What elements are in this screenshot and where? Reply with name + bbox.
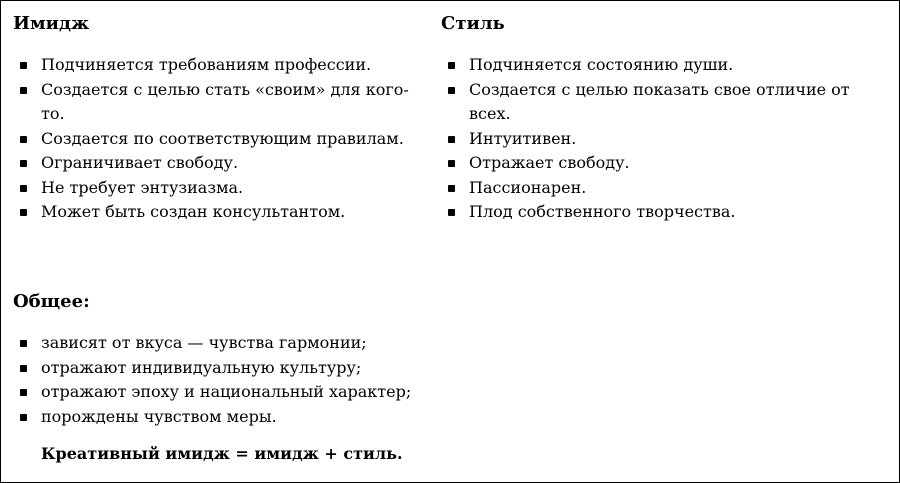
bullet-icon xyxy=(20,185,27,192)
list-item-text: Пассионарен. xyxy=(469,177,587,197)
list-item xyxy=(13,53,413,78)
list-item-text: Отражает свободу. xyxy=(469,153,630,172)
list-item xyxy=(13,380,873,405)
list-item-text: зависят от вкуса — чувства гармонии; xyxy=(41,333,367,352)
bullet-icon xyxy=(20,340,27,347)
list-item xyxy=(441,53,886,78)
bullet-icon xyxy=(20,136,27,143)
list-item-text: Интуитивен. xyxy=(469,128,577,148)
bullet-icon xyxy=(448,185,455,192)
list-item xyxy=(13,331,873,356)
list-item xyxy=(13,356,873,381)
list-item xyxy=(13,78,413,127)
list-item-text: Ограничивает свободу. xyxy=(41,153,239,172)
list-item xyxy=(441,78,886,127)
list-item-text: Создается с целью стать «своим» для кого-то. xyxy=(41,79,409,123)
image-section-title: Имидж xyxy=(13,13,90,34)
formula-text: Креативный имидж = имидж + стиль. xyxy=(41,444,403,463)
list-item-text: Подчиняется состоянию души. xyxy=(469,55,734,74)
style-section xyxy=(441,11,886,225)
common-section xyxy=(13,289,873,467)
list-item-text: Не требует энтузиазма. xyxy=(41,177,244,197)
list-item xyxy=(13,127,413,152)
bullet-icon xyxy=(20,365,27,372)
bullet-icon xyxy=(20,87,27,94)
bullet-icon xyxy=(20,414,27,421)
list-item-text: Создается с целью показать свое отличие от всех. xyxy=(469,79,850,123)
list-item xyxy=(13,405,873,430)
style-traits-list xyxy=(441,53,886,225)
list-item-text: порождены чувством меры. xyxy=(41,406,277,426)
list-item-text: Плод собственного творчества. xyxy=(469,202,736,221)
bullet-icon xyxy=(20,389,27,396)
image-traits-list xyxy=(13,53,413,225)
list-item xyxy=(441,176,886,201)
list-item-text: Может быть создан консультантом. xyxy=(41,202,346,221)
list-item-text: отражают индивидуальную культуру; xyxy=(41,357,362,377)
bullet-icon xyxy=(448,209,455,216)
list-item xyxy=(13,176,413,201)
bullet-icon xyxy=(448,160,455,167)
bullet-icon xyxy=(20,209,27,216)
bullet-icon xyxy=(448,136,455,143)
bullet-icon xyxy=(20,62,27,69)
style-section-title: Стиль xyxy=(441,13,505,34)
image-section xyxy=(13,11,413,225)
common-section-title: Общее: xyxy=(13,291,90,312)
common-traits-list xyxy=(13,331,873,429)
list-item xyxy=(13,200,413,225)
bullet-icon xyxy=(20,160,27,167)
list-item-text: Создается по соответствующим правилам. xyxy=(41,128,404,148)
list-item xyxy=(441,127,886,152)
bullet-icon xyxy=(448,87,455,94)
list-item-text: отражают эпоху и национальный характер; xyxy=(41,382,412,401)
list-item xyxy=(441,151,886,176)
list-item xyxy=(441,200,886,225)
bullet-icon xyxy=(448,62,455,69)
list-item-text: Подчиняется требованиям профессии. xyxy=(41,55,372,74)
list-item xyxy=(13,151,413,176)
